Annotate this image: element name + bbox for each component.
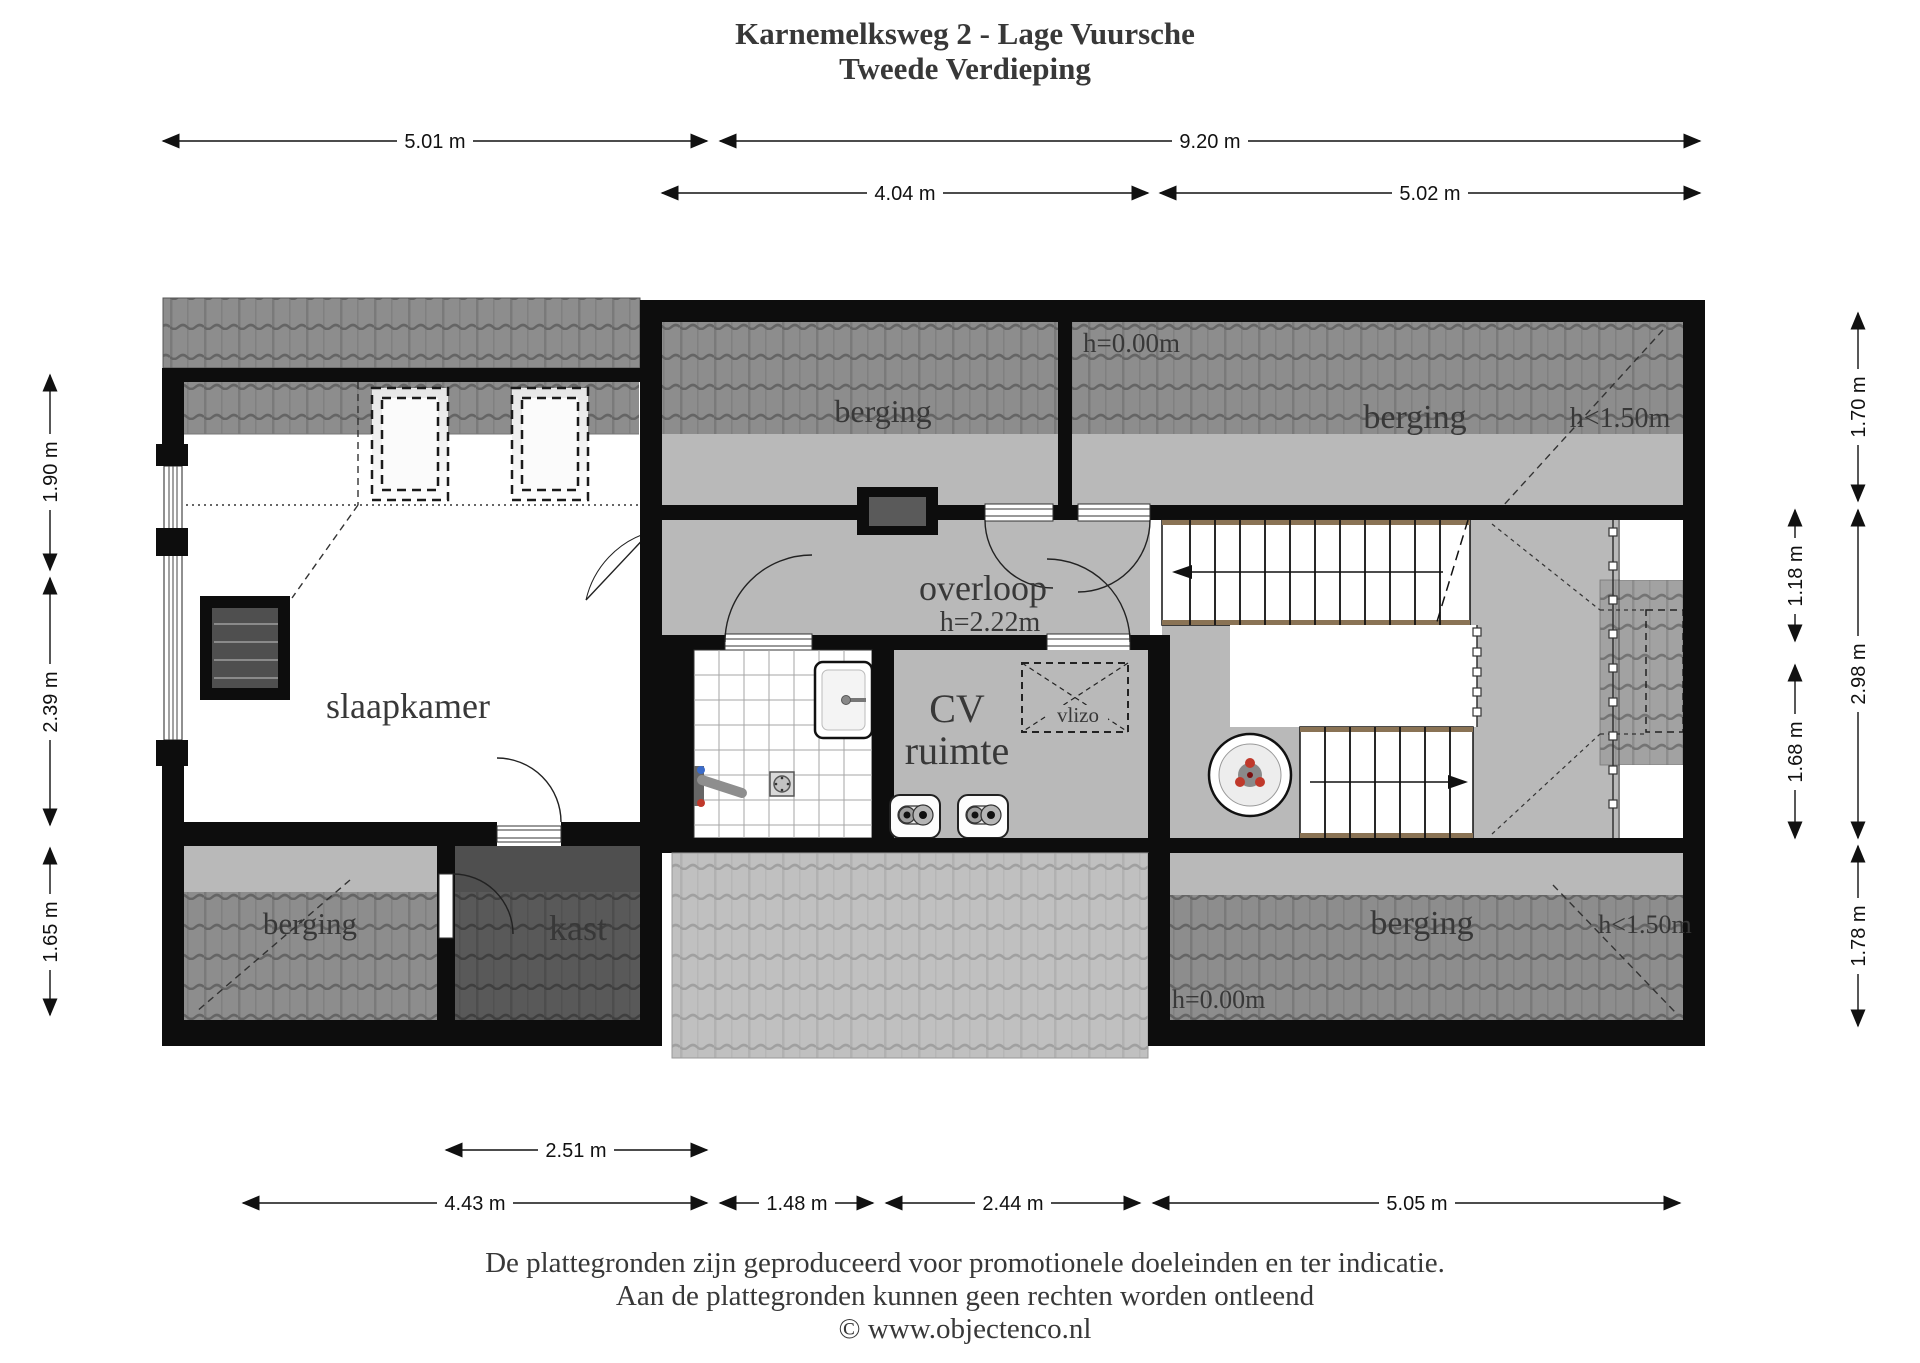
svg-text:1.48 m: 1.48 m — [766, 1193, 828, 1215]
svg-text:5.05 m: 5.05 m — [1386, 1193, 1448, 1215]
footer-copyright: © www.objectenco.nl — [838, 1313, 1092, 1345]
label-kast: kast — [549, 908, 607, 948]
water-heater-icon — [890, 795, 940, 838]
skylight-icon — [512, 388, 588, 500]
room-overloop — [662, 520, 1150, 635]
label-berging-bottom-left: berging — [262, 906, 358, 941]
room-badkamer — [694, 650, 872, 838]
label-slaapkamer: slaapkamer — [326, 686, 490, 726]
staircase-down-icon — [1300, 727, 1473, 838]
dim-bottom-1-48 — [720, 1191, 873, 1215]
label-h-000-top: h=0.00m — [1083, 328, 1180, 358]
label-vlizo: vlizo — [1057, 703, 1099, 727]
svg-text:5.01 m: 5.01 m — [404, 131, 466, 153]
dim-right-1-68 — [1783, 665, 1807, 838]
svg-text:2.39 m: 2.39 m — [40, 671, 62, 733]
svg-text:2.44 m: 2.44 m — [982, 1193, 1044, 1215]
staircase-up-icon — [1162, 520, 1470, 625]
dim-top-4-04 — [662, 181, 1148, 205]
svg-text:1.18 m: 1.18 m — [1785, 545, 1807, 607]
dim-left-2-39 — [38, 578, 62, 825]
label-h-150-top: h<1.50m — [1569, 403, 1671, 434]
label-h-150-bottom: h<1.50m — [1598, 910, 1692, 939]
svg-text:1.68 m: 1.68 m — [1785, 721, 1807, 783]
cv-boiler-icon — [1209, 734, 1291, 816]
dim-bottom-2-51 — [446, 1138, 707, 1162]
dim-right-1-78 — [1846, 846, 1870, 1026]
page-subtitle: Tweede Verdieping — [839, 51, 1091, 86]
right-section — [640, 300, 1705, 1058]
page-title: Karnemelksweg 2 - Lage Vuursche — [735, 16, 1195, 51]
skylight-icon — [372, 388, 448, 500]
dim-bottom-5-05 — [1153, 1191, 1680, 1215]
svg-text:1.78 m: 1.78 m — [1848, 905, 1870, 967]
svg-text:2.98 m: 2.98 m — [1848, 643, 1870, 705]
dim-top-5-02 — [1160, 181, 1700, 205]
svg-text:9.20 m: 9.20 m — [1179, 131, 1241, 153]
dim-top-9-20 — [720, 129, 1700, 153]
svg-text:5.02 m: 5.02 m — [1399, 183, 1461, 205]
svg-text:1.65 m: 1.65 m — [40, 901, 62, 963]
dim-right-1-18 — [1783, 510, 1807, 641]
dim-right-1-70 — [1846, 313, 1870, 501]
label-overloop-height: h=2.22m — [939, 607, 1041, 638]
window-icon — [164, 466, 182, 740]
label-cv: CV — [929, 686, 985, 731]
label-berging-bottom-right: berging — [1370, 905, 1474, 942]
label-h-000-bottom: h=0.00m — [1172, 985, 1266, 1014]
footer-line-1: De plattegronden zijn geproduceerd voor promotionele doeleinden en ter indicatie. — [485, 1247, 1445, 1279]
dim-left-1-90 — [38, 375, 62, 570]
stair-landing — [1230, 625, 1477, 727]
dim-top-5-01 — [163, 129, 707, 153]
title-block — [735, 16, 1195, 86]
sink-icon — [815, 662, 872, 738]
svg-text:1.90 m: 1.90 m — [40, 441, 62, 503]
water-heater-icon — [958, 795, 1008, 838]
label-berging-top-left: berging — [834, 393, 932, 429]
dim-bottom-4-43 — [243, 1191, 707, 1215]
footer-line-2: Aan de plattegronden kunnen geen rechten worden ontleend — [615, 1280, 1315, 1312]
chimney-icon — [857, 487, 938, 535]
dim-right-2-98 — [1846, 510, 1870, 838]
footer-disclaimer — [485, 1247, 1445, 1345]
svg-text:4.43 m: 4.43 m — [444, 1193, 506, 1215]
label-overloop: overloop — [919, 568, 1047, 608]
label-berging-top-right: berging — [1363, 399, 1467, 436]
dim-bottom-2-44 — [886, 1191, 1140, 1215]
svg-text:2.51 m: 2.51 m — [545, 1140, 607, 1162]
svg-text:4.04 m: 4.04 m — [874, 183, 936, 205]
floor-drain-icon — [770, 772, 794, 796]
svg-text:1.70 m: 1.70 m — [1848, 376, 1870, 438]
chimney-icon — [200, 596, 290, 700]
label-cv-ruimte: ruimte — [904, 728, 1010, 773]
dim-left-1-65 — [38, 848, 62, 1015]
